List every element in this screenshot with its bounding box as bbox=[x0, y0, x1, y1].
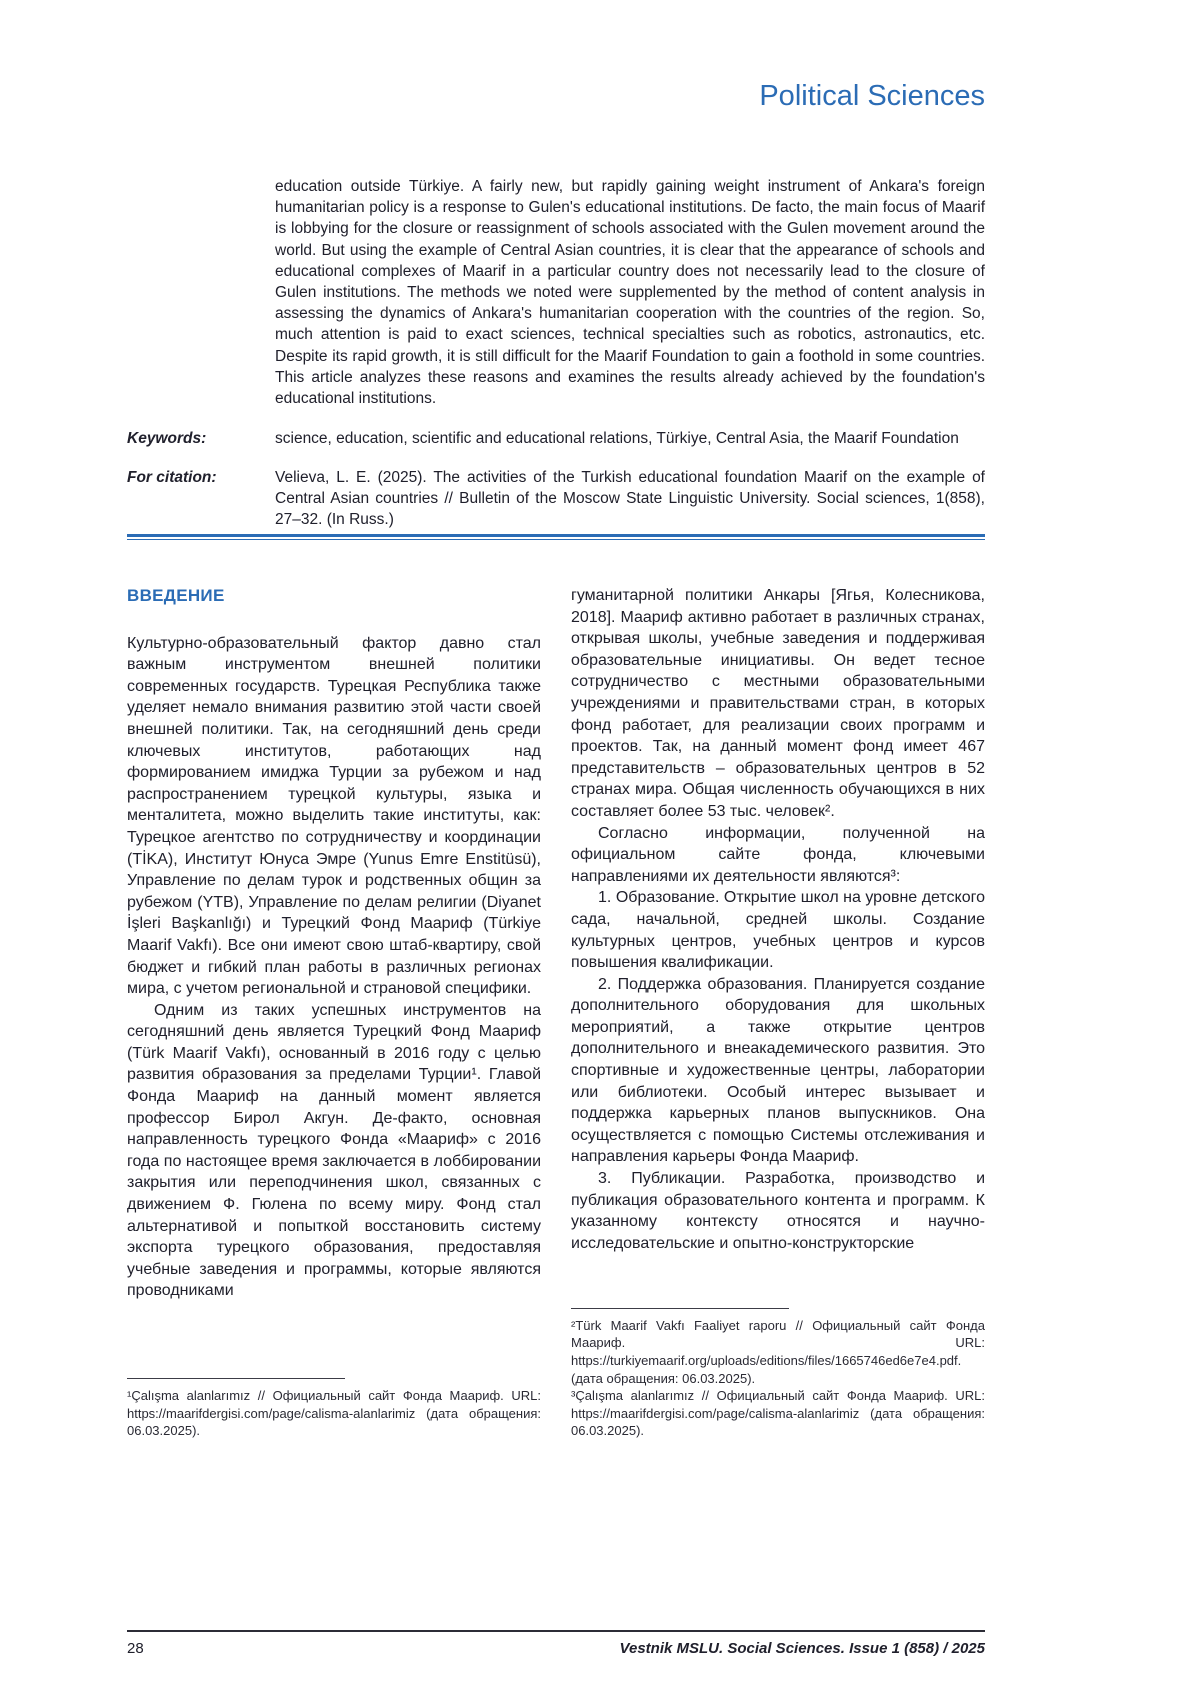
citation-row bbox=[127, 467, 985, 531]
paragraph: 3. Публикации. Разработка, производство и публикация образовательного контента и программ. К указанному контексту относятся и научно-исследовательские и опытно-конструкторские bbox=[571, 1170, 985, 1252]
paragraph: Согласно информации, полученной на официальном сайте фонда, ключевыми направлениями их деятельности являются³: bbox=[571, 824, 985, 885]
page-number: 28 bbox=[127, 1640, 144, 1657]
article-body bbox=[127, 585, 985, 1440]
right-column bbox=[571, 585, 985, 1440]
footnote-rule bbox=[127, 1378, 345, 1379]
abstract-text: education outside Türkiye. A fairly new, but rapidly gaining weight instrument of Ankara's foreign humanitarian policy is a response to Gulen's educational institutions. De facto, the main focus of Maarif is lobbying for the closure or reassignment of schools associated with the Gulen movement around the world. But using the example of Central Asian countries, it is clear that the appearance of schools and educational complexes of Maarif in a particular country does not necessarily lead to the closure of Gulen institutions. The methods we noted were supplemented by the method of content analysis in assessing the dynamics of Ankara's humanitarian cooperation with the countries of the region. So, much attention is paid to exact sciences, technical specialties such as robotics, astronautics, etc. Despite its rapid growth, it is still difficult for the Maarif Foundation to gain a foothold in some countries. This article analyzes these reasons and examines the results already achieved by the foundation's educational institutions. bbox=[275, 178, 985, 408]
header-separator-rule bbox=[127, 534, 985, 540]
left-column bbox=[127, 585, 541, 1440]
paragraph: 1. Образование. Открытие школ на уровне детского сада, начальной, средней школы. Создание культурных центров, учебных центров и курсов повышения квалификации. bbox=[571, 889, 985, 972]
keywords-text: science, education, scientific and educational relations, Türkiye, Central Asia, the Maarif Foundation bbox=[275, 430, 959, 447]
keywords-label: Keywords: bbox=[127, 430, 207, 447]
footnote-1: ¹Çalışma alanlarımız // Официальный сайт Фонда Маариф. URL: https://maarifdergisi.com/page/calisma-alanlarimiz (дата обращения: 06.03.2025). bbox=[127, 1388, 541, 1439]
section-title: Political Sciences bbox=[759, 80, 985, 112]
paragraph: 2. Поддержка образования. Планируется создание дополнительного оборудования для школьных мероприятий, а также открытие центров дополнительного и внеакадемического развития. Это спортивные и художественные центры, лаборатории или библиотеки. Особый интерес вызывает и поддержка карьерных планов выпускников. Она осуществляется с помощью Системы отслеживания и направления карьеры Фонда Маариф. bbox=[571, 975, 985, 1166]
footnote-2: ²Türk Maarif Vakfı Faaliyet raporu // Официальный сайт Фонда Маариф. URL: https://turkiyemaarif.org/uploads/editions/files/1665746ed6e7e4.pdf. (дата обращения: 06.03.2025). bbox=[571, 1317, 985, 1386]
left-footnotes bbox=[127, 1378, 541, 1440]
citation-label: For citation: bbox=[127, 469, 217, 486]
introduction-heading: ВВЕДЕНИЕ bbox=[127, 586, 225, 605]
citation-text: Velieva, L. E. (2025). The activities of the Turkish educational foundation Maarif on the example of Central Asian countries // Bulletin of the Moscow State Linguistic University. Social sciences, 1(858), 27–32. (In Russ.) bbox=[275, 469, 985, 529]
page-footer bbox=[127, 1630, 985, 1657]
footnote-3: ³Çalışma alanlarımız // Официальный сайт Фонда Маариф. URL: https://maarifdergisi.com/page/calisma-alanlarimiz (дата обращения: 06.03.2025). bbox=[571, 1388, 985, 1439]
paragraph: гуманитарной политики Анкары [Ягья, Колесникова, 2018]. Маариф активно работает в различных странах, открывая школы, учебные заведения и поддерживая образовательные инициативы. Он ведет тесное сотрудничество с местными образовательными учреждениями и правительствами стран, в которых фонд работает, для реализации своих программ и проектов. Так, на данный момент фонд имеет 467 представительств – образовательных центров в 52 странах мира. Общая численность обучающихся в них составляет более 53 тыс. человек². bbox=[571, 587, 985, 820]
journal-title: Vestnik MSLU. Social Sciences. Issue 1 (858) / 2025 bbox=[619, 1640, 985, 1657]
keywords-row bbox=[127, 428, 985, 449]
paragraph: Одним из таких успешных инструментов на сегодняшний день является Турецкий Фонд Маариф (Türk Maarif Vakfı), основанный в 2016 году с целью развития образования за пределами Турции¹. Главой Фонда Маариф на данный момент является профессор Бирол Акгун. Де-факто, основная направленность турецкого Фонда «Маариф» с 2016 года по настоящее время заключается в лоббировании закрытия или переподчинения школ, связанных с движением Ф. Гюлена по всему миру. Фонд стал альтернативой и попыткой восстановить систему экспорта турецкого образования, предоставляя учебные заведения и программы, которые являются проводниками bbox=[127, 1001, 541, 1300]
paragraph: Культурно-образовательный фактор давно стал важным инструментом внешней политики современных государств. Турецкая Республика также уделяет немало внимания развитию этой части своей внешней политики. Так, на сегодняшний день среди ключевых институтов, работающих над формированием имиджа Турции за рубежом и над распространением турецкой культуры, языка и менталитета, можно выделить такие институты, как: Турецкое агентство по сотрудничеству и координации (TİKA), Институт Юнуса Эмре (Yunus Emre Enstitüsü), Управление по делам турок и родственных общин за рубежом (YTB), Управление по делам религии (Diyanet İşleri Başkanlığı) и Турецкий Фонд Маариф (Türkiye Maarif Vakfı). Все они имеют свою штаб-квартиру, свой бюджет и гибкий план работы в различных регионах мира, с учетом региональной и страновой специфики. bbox=[127, 634, 541, 998]
right-footnotes bbox=[571, 1308, 985, 1440]
footnote-rule bbox=[571, 1308, 789, 1309]
